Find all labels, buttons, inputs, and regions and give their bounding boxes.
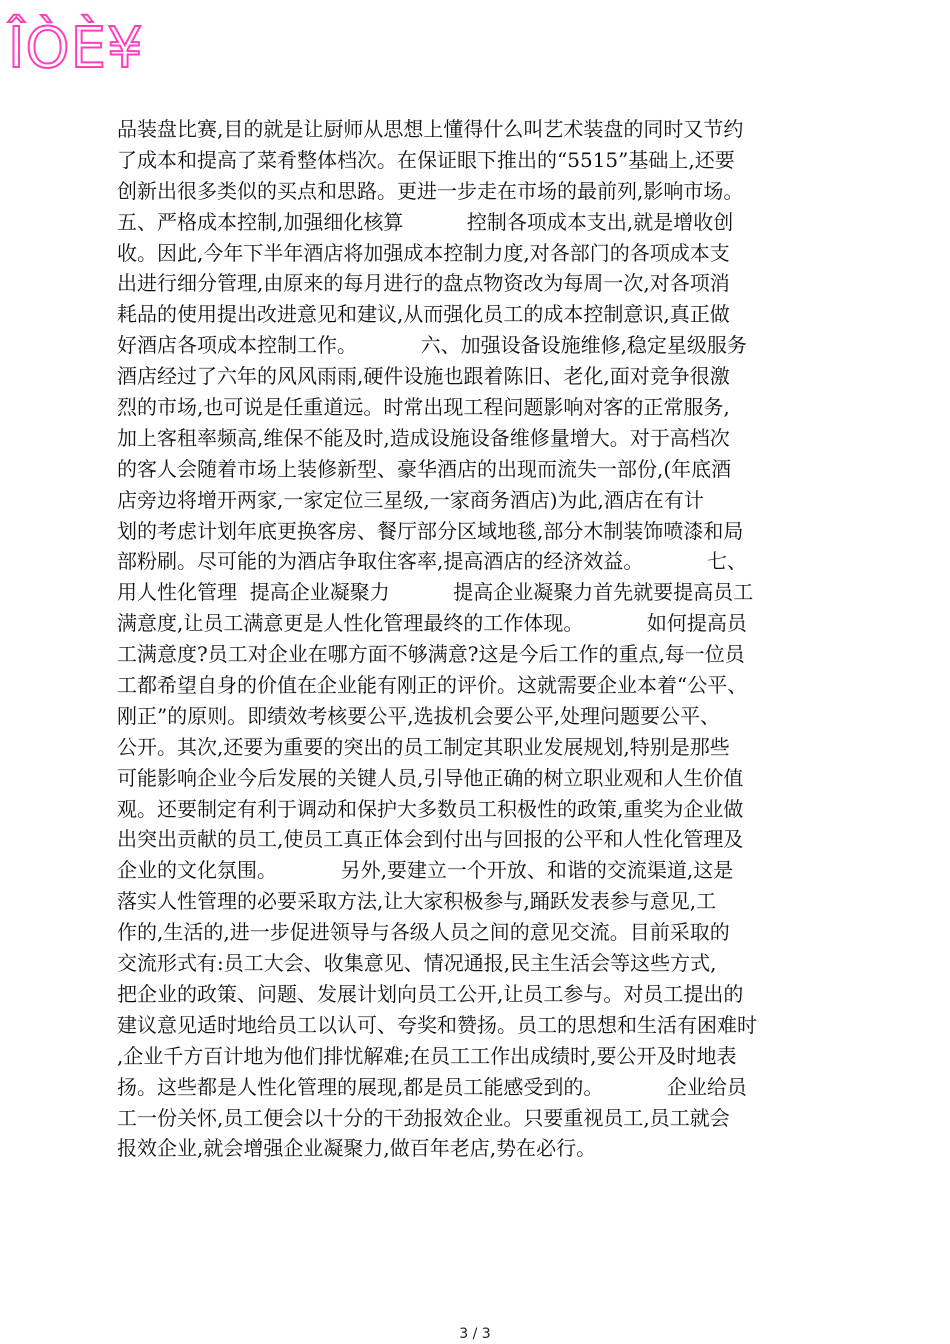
text-line: 满意度,让员工满意更是人性化管理最终的工作体现。 如何提高员 xyxy=(117,611,747,636)
text-line: 公开。其次,还要为重要的突出的员工制定其职业发展规划,特别是那些 xyxy=(117,734,730,759)
text-line: 工都希望自身的价值在企业能有刚正的评价。这就需要企业本着“公平、 xyxy=(117,673,748,698)
text-line: 扬。这些都是人性化管理的展现,都是员工能感受到的。 企业给员 xyxy=(117,1074,747,1099)
text-line: 店旁边将增开两家,一家定位三星级,一家商务酒店)为此,酒店在有计 xyxy=(117,487,704,512)
text-line: 可能影响企业今后发展的关键人员,引导他正确的树立职业观和人生价值 xyxy=(117,765,744,790)
text-line: 交流形式有:员工大会、收集意见、情况通报,民主生活会等这些方式, xyxy=(117,951,717,976)
text-line: 加上客租率频高,维保不能及时,造成设施设备维修量增大。对于高档次 xyxy=(117,425,730,450)
text-line: 把企业的政策、问题、发展计划向员工公开,让员工参与。对员工提出的 xyxy=(117,981,744,1006)
text-line: 观。还要制定有利于调动和保护大多数员工积极性的政策,重奖为企业做 xyxy=(117,796,744,821)
text-line: 划的考虑计划年底更换客房、餐厅部分区域地毯,部分木制装饰喷漆和局 xyxy=(117,518,744,543)
text-line: 出进行细分管理,由原来的每月进行的盘点物资改为每周一次,对各项消 xyxy=(117,271,730,296)
text-line: 创新出很多类似的买点和思路。更进一步走在市场的最前列,影响市场。 xyxy=(117,178,744,203)
text-line: 企业的文化氛围。 另外,要建立一个开放、和谐的交流渠道,这是 xyxy=(117,858,734,883)
text-line: 五、严格成本控制,加强细化核算 控制各项成本支出,就是增收创 xyxy=(117,209,734,234)
text-line: 工满意度?员工对企业在哪方面不够满意?这是今后工作的重点,每一位员 xyxy=(117,642,745,667)
text-line: ,企业千方百计地为他们排忧解难;在员工工作出成绩时,要公开及时地表 xyxy=(117,1043,737,1068)
text-line: 出突出贡献的员工,使员工真正体会到付出与回报的公平和人性化管理及 xyxy=(117,827,744,852)
text-line: 落实人性管理的必要采取方法,让大家积极参与,踊跃发表参与意见,工 xyxy=(117,889,717,914)
text-line: 了成本和提高了菜肴整体档次。在保证眼下推出的“5515”基础上,还要 xyxy=(117,147,735,172)
text-line: 好酒店各项成本控制工作。 六、加强设备设施维修,稳定星级服务 xyxy=(117,333,747,358)
text-line: 品装盘比赛,目的就是让厨师从思想上懂得什么叫艺术装盘的同时又节约 xyxy=(117,117,744,141)
text-line: 收。因此,今年下半年酒店将加强成本控制力度,对各部门的各项成本支 xyxy=(117,240,730,265)
watermark-logo: ÎÒÈ¥ xyxy=(8,16,144,81)
text-line: 作的,生活的,进一步促进领导与各级人员之间的意见交流。目前采取的 xyxy=(117,920,730,945)
text-line: 部粉刷。尽可能的为酒店争取住客率,提高酒店的经济效益。 七、 xyxy=(117,549,747,574)
text-line: 建议意见适时地给员工以认可、夸奖和赞扬。员工的思想和生活有困难时 xyxy=(117,1012,757,1037)
text-line: 用人性化管理 提高企业凝聚力 提高企业凝聚力首先就要提高员工 xyxy=(117,580,754,605)
text-line: 酒店经过了六年的风风雨雨,硬件设施也跟着陈旧、老化,面对竞争很激 xyxy=(117,364,730,389)
text-line: 的客人会随着市场上装修新型、豪华酒店的出现而流失一部份,(年底酒 xyxy=(117,456,732,481)
text-line: 工一份关怀,员工便会以十分的干劲报效企业。只要重视员工,员工就会 xyxy=(117,1105,730,1130)
text-line: 烈的市场,也可说是任重道远。时常出现工程问题影响对客的正常服务, xyxy=(117,395,730,420)
text-line: 耗品的使用提出改进意见和建议,从而强化员工的成本控制意识,真正做 xyxy=(117,302,730,327)
page-number: 3 / 3 xyxy=(459,1326,491,1342)
text-line: 报效企业,就会增强企业凝聚力,做百年老店,势在必行。 xyxy=(117,1136,597,1161)
text-line: 刚正”的原则。即绩效考核要公平,选拔机会要公平,处理问题要公平、 xyxy=(117,703,720,728)
document-body xyxy=(117,114,833,1164)
